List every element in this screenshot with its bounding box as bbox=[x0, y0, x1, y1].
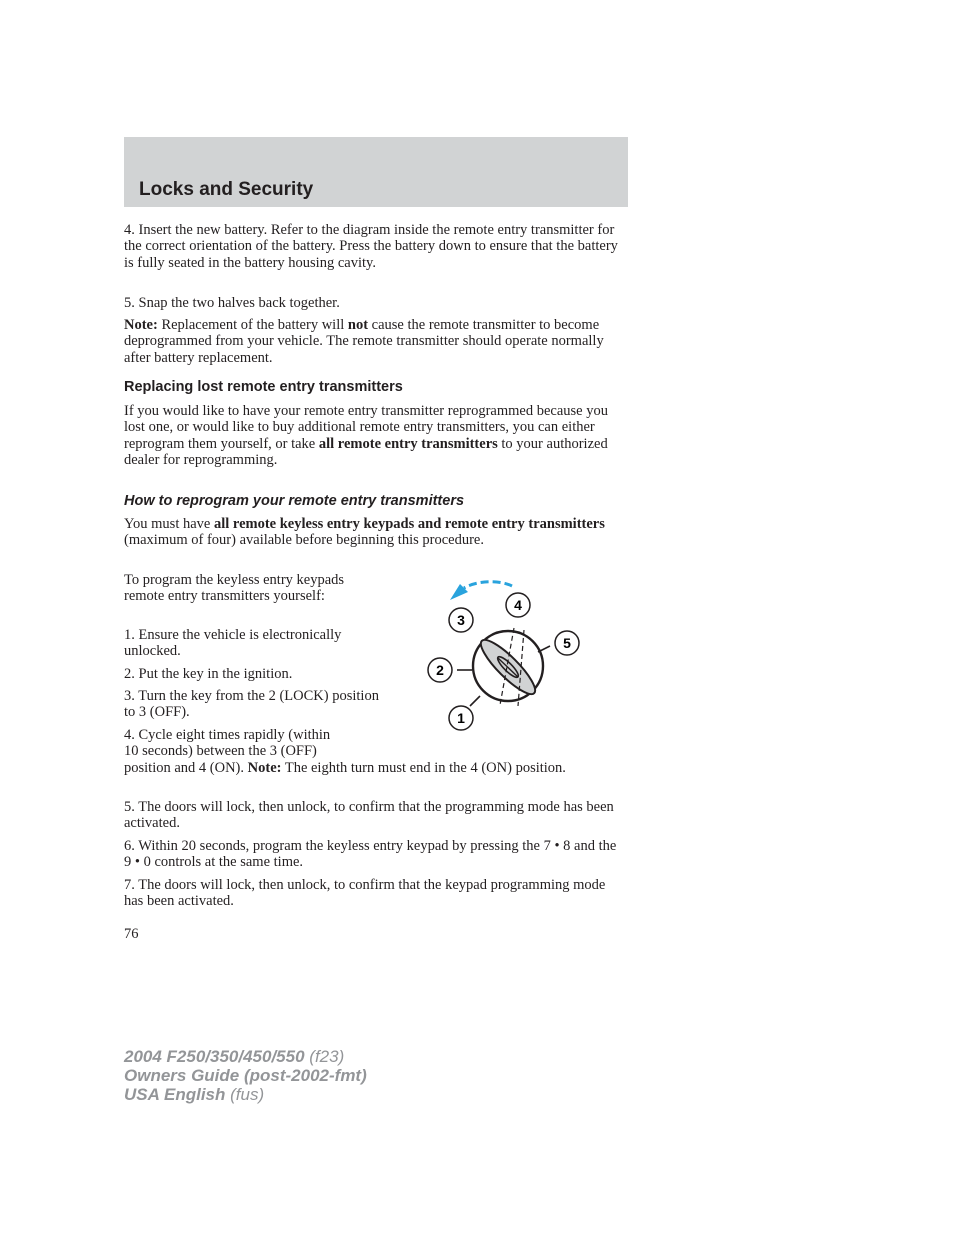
footer-guide: Owners Guide (post-2002-fmt) bbox=[124, 1066, 367, 1085]
footer-model: 2004 F250/350/450/550 bbox=[124, 1047, 305, 1066]
ignition-switch-diagram bbox=[420, 578, 590, 738]
footer-line-2 bbox=[124, 1066, 367, 1085]
lost-transmitters-heading: Replacing lost remote entry transmitters bbox=[124, 379, 403, 395]
position-marker-5 bbox=[555, 631, 579, 655]
reprogram-step-6: 6. Within 20 seconds, program the keyless entry keypad by pressing the 7 • 8 and the 9 • 0 controls at the same time. bbox=[124, 838, 617, 871]
step4-line2: 10 seconds) between the 3 (OFF) bbox=[124, 743, 317, 760]
step4-line3-pre: position and 4 (ON). bbox=[124, 759, 248, 776]
position-label-3: 3 bbox=[457, 612, 465, 628]
position-label-1: 1 bbox=[457, 710, 465, 726]
intro-pre: You must have bbox=[124, 516, 214, 532]
note-text-pre: Replacement of the battery will bbox=[157, 317, 348, 333]
lost-text-emphasis: all remote entry transmitters bbox=[318, 435, 498, 452]
reprogram-intro bbox=[124, 516, 624, 549]
battery-step-4: 4. Insert the new battery. Refer to the diagram inside the remote entry transmitter for the correct orientation of the battery. Press the battery down to ensure that the battery is fully seated in the battery housing cavity. bbox=[124, 222, 618, 271]
reprogram-step-7: 7. The doors will lock, then unlock, to confirm that the keypad programming mode has been activated. bbox=[124, 877, 606, 910]
position-label-5: 5 bbox=[563, 635, 571, 651]
position-marker-4 bbox=[506, 593, 530, 617]
position-label-2: 2 bbox=[436, 662, 444, 678]
reprogram-lead: To program the keyless entry keypads remote entry transmitters yourself: bbox=[124, 572, 345, 605]
reprogram-step-5: 5. The doors will lock, then unlock, to confirm that the programming mode has been activated. bbox=[124, 799, 614, 832]
footer-model-code: (f23) bbox=[304, 1047, 345, 1066]
note-emphasis: not bbox=[347, 317, 369, 333]
section-title: Locks and Security bbox=[139, 179, 314, 200]
lost-text-pre: If you would like to have your remote entry transmitter reprogrammed because you lost one, or would like to buy additional remote entry transmitters, you can either reprogram them yourself, or take bbox=[124, 403, 608, 452]
battery-step-5: 5. Snap the two halves back together. bbox=[124, 295, 340, 311]
tick-1 bbox=[470, 696, 480, 706]
position-marker-1 bbox=[449, 706, 473, 730]
note-text-post: cause the remote transmitter to become deprogrammed from your vehicle. The remote transmitter should operate normally after battery replacement. bbox=[124, 317, 604, 366]
document-footer bbox=[124, 1047, 367, 1104]
step4-line3-post: The eighth turn must end in the 4 (ON) position. bbox=[281, 759, 566, 776]
rotation-arrow bbox=[464, 582, 512, 588]
reprogram-step-3: 3. Turn the key from the 2 (LOCK) position to 3 (OFF). bbox=[124, 688, 379, 721]
footer-line-3 bbox=[124, 1085, 367, 1104]
page-number: 76 bbox=[124, 926, 139, 942]
reprogram-step-2: 2. Put the key in the ignition. bbox=[124, 666, 293, 682]
footer-line-1 bbox=[124, 1047, 367, 1066]
step4-note-label: Note: bbox=[247, 759, 282, 776]
rotation-arrow-head bbox=[450, 584, 468, 600]
footer-language-code: (fus) bbox=[225, 1085, 265, 1104]
position-marker-2 bbox=[428, 658, 452, 682]
battery-note bbox=[124, 317, 624, 366]
step4-line1: 4. Cycle eight times rapidly (within bbox=[124, 727, 331, 743]
position-label-4: 4 bbox=[514, 597, 522, 613]
reprogram-heading: How to reprogram your remote entry transmitters bbox=[124, 493, 465, 509]
note-label: Note: bbox=[124, 317, 158, 333]
footer-language: USA English bbox=[124, 1085, 226, 1104]
lost-transmitters-text bbox=[124, 403, 624, 469]
reprogram-step-1: 1. Ensure the vehicle is electronically unlocked. bbox=[124, 627, 342, 660]
intro-post: (maximum of four) available before beginning this procedure. bbox=[124, 532, 484, 549]
intro-emphasis: all remote keyless entry keypads and remote entry transmitters bbox=[213, 516, 605, 532]
position-marker-3 bbox=[449, 608, 473, 632]
lost-text-post: to your authorized dealer for reprogramming. bbox=[124, 435, 608, 469]
